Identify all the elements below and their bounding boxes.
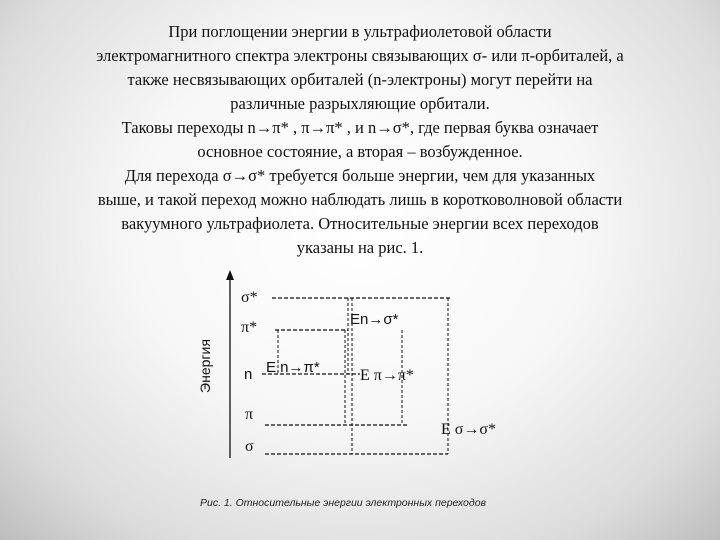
label-transition-n-sigma-star: En→σ*: [350, 311, 399, 328]
label-transition-sigma-sigma-star: E σ→σ*: [441, 421, 497, 438]
text-line: вакуумного ультрафиолета. Относительные энергии всех переходов: [121, 214, 599, 233]
label-pi: π: [245, 406, 254, 423]
text-line: При поглощении энергии в ультрафиолетовой области: [168, 22, 552, 41]
text-line: различные разрыхляющие орбитали.: [230, 94, 490, 113]
text-line: выше, и такой переход можно наблюдать лишь в коротковолновой области: [97, 190, 623, 209]
label-transition-n-pi-star: E n→π*: [266, 359, 320, 376]
figure-caption: Рис. 1. Относительные энергии электронных переходов: [200, 497, 487, 509]
label-transition-pi-pi-star: E π→π*: [360, 367, 414, 384]
paragraph-sigma-transition: [0, 164, 720, 260]
paragraph-transitions: [0, 116, 720, 164]
text-line: также несвязывающих орбиталей (n-электроны) могут перейти на: [127, 70, 593, 89]
label-pi-star: π*: [241, 319, 258, 336]
label-sigma-star: σ*: [241, 289, 258, 306]
energy-level-diagram: [190, 268, 520, 468]
text-line: основное состояние, а вторая – возбужденное.: [197, 142, 523, 161]
label-n: n: [244, 366, 253, 383]
text-line: указаны на рис. 1.: [296, 238, 424, 257]
text-line: Для перехода σ→σ* требуется больше энергии, чем для указанных: [124, 166, 596, 185]
text-line: Таковы переходы n→π* , π→π* , и n→σ*, где первая буква означает: [121, 118, 599, 137]
text-line: электромагнитного спектра электроны связывающих σ- или π-орбиталей, а: [96, 46, 624, 65]
axis-arrow-icon: [226, 270, 234, 280]
y-axis-title: Энергия: [197, 339, 213, 393]
label-sigma: σ: [245, 438, 254, 455]
paragraph-absorption: [0, 20, 720, 116]
